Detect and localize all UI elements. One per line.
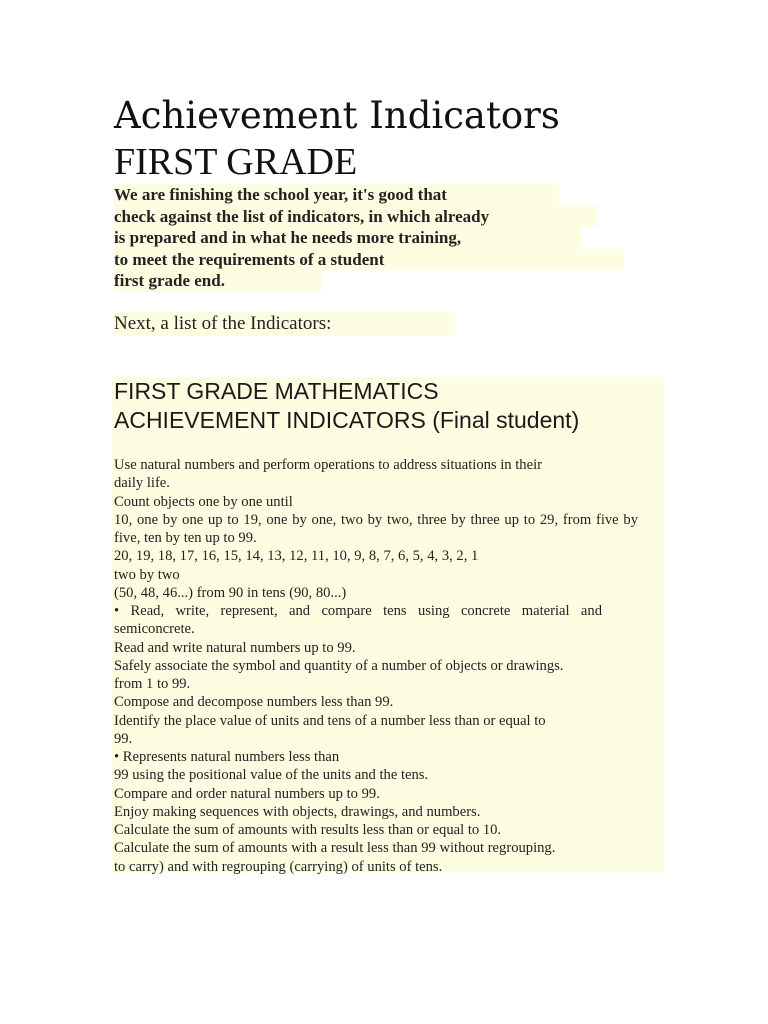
indicator-line: • Represents natural numbers less than xyxy=(114,749,340,765)
intro-line: is prepared and in what he needs more training, xyxy=(114,227,674,249)
indicator-line: Compare and order natural numbers up to 99. xyxy=(114,785,380,802)
math-section-title-line: FIRST GRADE MATHEMATICS xyxy=(114,378,439,404)
indicator-line: Calculate the sum of amounts with a result less than 99 without regrouping. xyxy=(114,840,556,857)
document-title: Achievement Indicators xyxy=(114,94,560,137)
indicator-line: 99. xyxy=(114,730,133,747)
indicator-line: Count objects one by one until xyxy=(114,493,293,510)
intro-line: We are finishing the school year, it's good that xyxy=(114,184,674,206)
intro-paragraph xyxy=(114,184,674,292)
intro-line: first grade end. xyxy=(114,270,674,292)
indicator-line: Safely associate the symbol and quantity of a number of objects or drawings. xyxy=(114,657,564,674)
indicators-intro-text: Next, a list of the Indicators: xyxy=(114,312,455,336)
math-indicators-list xyxy=(114,456,638,876)
indicator-line: 99 using the positional value of the units and the tens. xyxy=(114,767,429,784)
math-section-title-line: ACHIEVEMENT INDICATORS (Final student) xyxy=(114,407,580,433)
indicator-line: daily life. xyxy=(114,475,170,492)
indicator-line: two by two xyxy=(114,566,180,583)
indicator-line: 10, one by one up to 19, one by one, two by two, three by three up to 29, from five by five, ten by ten up to 99. xyxy=(114,511,638,546)
indicator-line: • Read, write, represent, and compare tens using concrete material and semiconcrete. xyxy=(114,603,602,638)
indicator-line: (50, 48, 46...) from 90 in tens (90, 80...) xyxy=(114,584,347,601)
indicator-line: Compose and decompose numbers less than 99. xyxy=(114,694,394,711)
indicator-line: Enjoy making sequences with objects, drawings, and numbers. xyxy=(114,803,481,820)
intro-line: to meet the requirements of a student xyxy=(114,249,674,271)
indicator-line: Use natural numbers and perform operations to address situations in their xyxy=(114,457,542,473)
document-subtitle-grade: FIRST GRADE xyxy=(114,141,358,183)
indicator-line: to carry) and with regrouping (carrying) of units of tens. xyxy=(114,858,443,875)
indicator-line: Calculate the sum of amounts with results less than or equal to 10. xyxy=(114,822,502,838)
indicator-line: 20, 19, 18, 17, 16, 15, 14, 13, 12, 11, 10, 9, 8, 7, 6, 5, 4, 3, 2, 1 xyxy=(114,548,479,565)
indicator-line: Identify the place value of units and tens of a number less than or equal to xyxy=(114,712,546,729)
indicator-line: Read and write natural numbers up to 99. xyxy=(114,639,356,656)
math-section-title xyxy=(114,377,579,435)
intro-line: check against the list of indicators, in which already xyxy=(114,206,674,228)
indicator-line: from 1 to 99. xyxy=(114,676,191,692)
